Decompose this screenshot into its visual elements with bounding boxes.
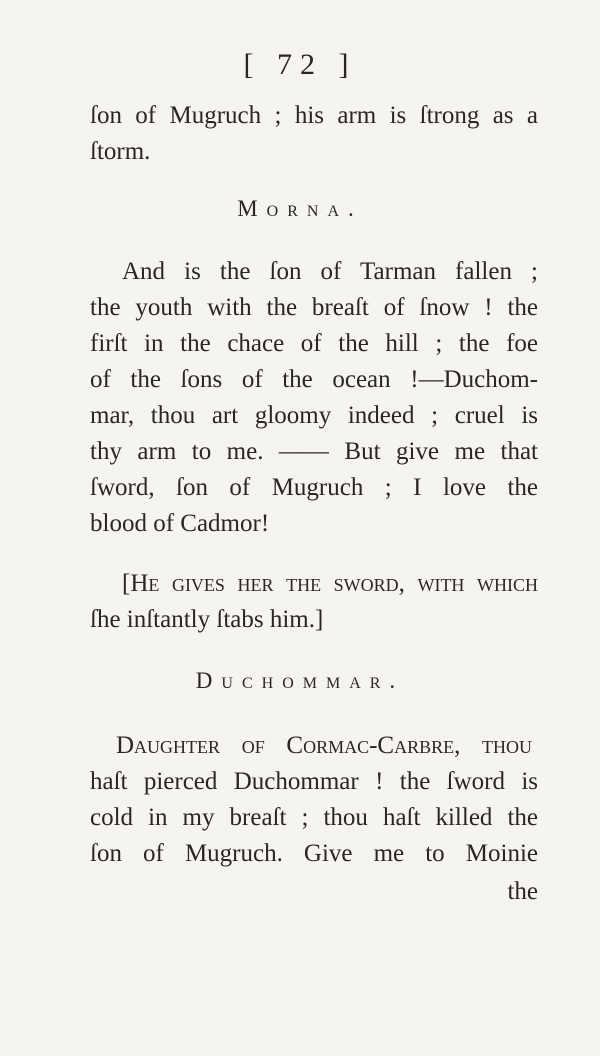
text-line: ſon of Mugruch. Give me to Moinie [90,840,538,867]
text-line: mar, thou art gloomy indeed ; cruel is [90,402,538,429]
text-line: thy arm to me. —— But give me that [90,438,538,465]
text-line: cold in my breaſt ; thou haſt killed the [90,804,538,831]
text-line: haſt pierced Duchommar ! the ſword is [90,768,538,795]
text-line: ſword, ſon of Mugruch ; I love the [90,474,538,501]
stage-direction-line: [He gives her the ſword, with which [122,570,538,597]
text-line: ſon of Mugruch ; his arm is ſtrong as a [90,102,538,129]
text-line: of the ſons of the ocean !—Duchom- [90,366,538,393]
text-line: Daughter of Cormac-Carbre, thou [116,732,532,759]
text-line: firſt in the chace of the hill ; the foe [90,330,538,357]
speaker-heading-duchommar: Duchommar. [195,668,405,693]
catchword: the [507,878,538,905]
text-line: ſtorm. [90,138,151,165]
page-number: [ 72 ] [243,48,357,81]
text-line: the youth with the breaſt of ſnow ! the [90,294,538,321]
text-line: And is the ſon of Tarman fallen ; [122,258,538,285]
stage-direction-line: ſhe inſtantly ſtabs him.] [90,606,324,633]
text-line: blood of Cadmor! [90,510,270,537]
speaker-heading-morna: Morna. [237,196,363,221]
